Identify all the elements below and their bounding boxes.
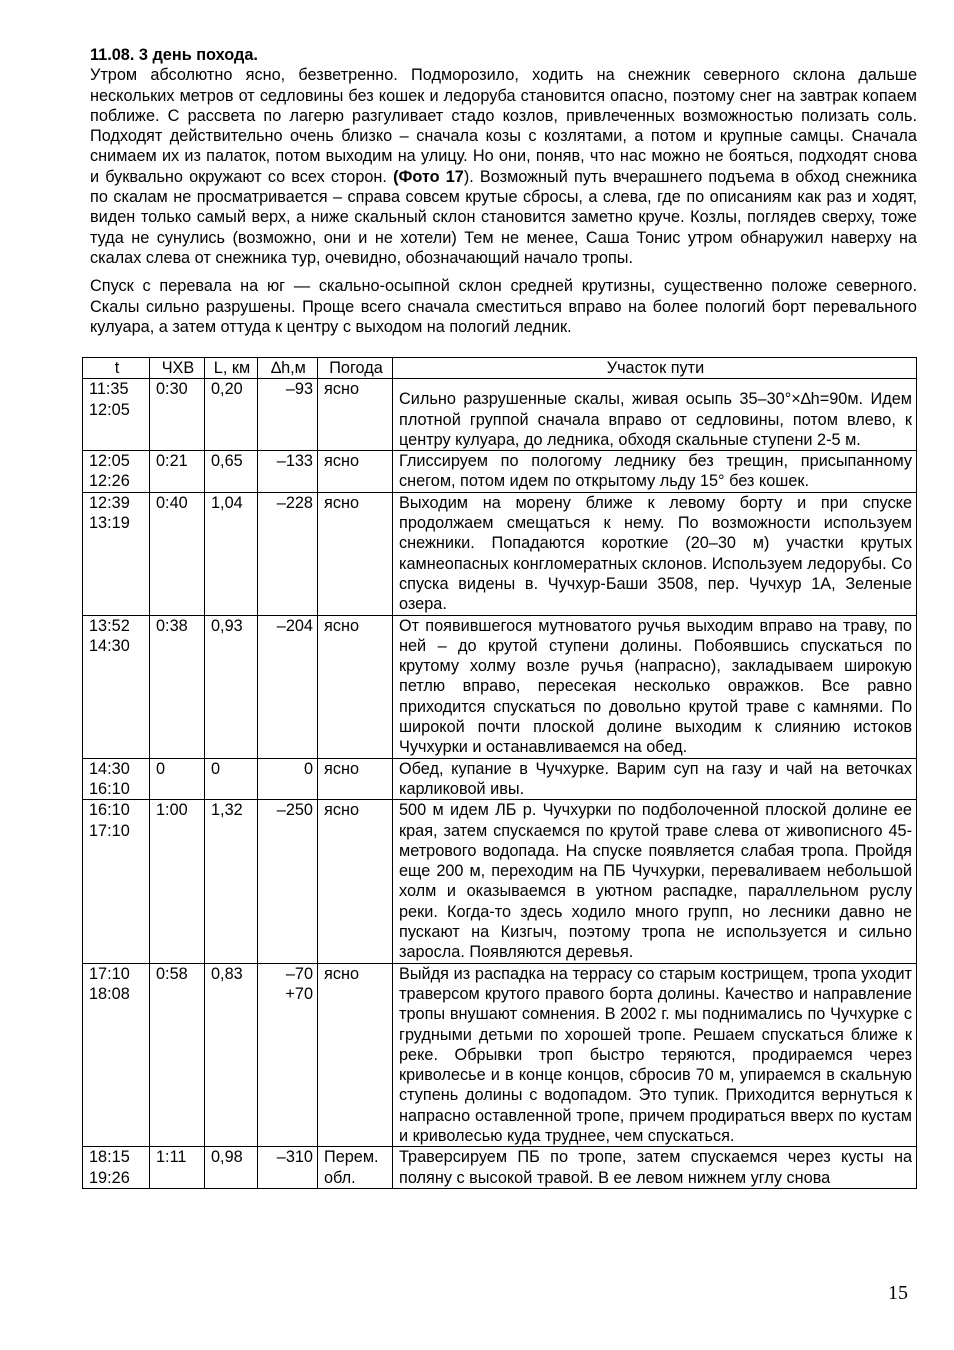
cell-distance — [205, 800, 258, 963]
cell-chv-value: 0:30 — [156, 380, 188, 399]
cell-distance — [205, 615, 258, 758]
cell-chv — [150, 1147, 205, 1189]
cell-distance-value: 0,98 — [211, 1148, 243, 1167]
cell-elevation — [258, 379, 318, 451]
cell-time-value: 19:26 — [89, 1168, 130, 1187]
cell-weather-value: ясно — [324, 964, 360, 983]
cell-weather-value: Перем. обл. — [324, 1148, 379, 1187]
table-header-row — [83, 358, 917, 379]
cell-time — [83, 615, 150, 758]
cell-weather-value: ясно — [324, 452, 360, 471]
cell-weather-value: ясно — [324, 616, 360, 635]
cell-segment-value: Выйдя из распадка на террасу со старым кострищем, тропа уходит траверсом крутого правого борта долины. Качество и направление тропы внушают сомнения. В 2002 г. мы поднимались по Чучхурке с грудными детьми по хорошей тропе. Решаем спускаться ближе к реке. Обрывки троп быстро теряются, продираемся через криволесье и в конце концов, сбросив 70 м, упираемся в скальную ступень долины с водопадом. Это тупик. Приходится вернуться к напрасно оставленной тропе, причем продираться вверх по кустам и криволесью куда труднее, чем спускаться. — [399, 964, 912, 1145]
cell-distance — [205, 451, 258, 493]
cell-time-value: 14:30 — [89, 759, 130, 778]
route-log-table — [82, 357, 917, 1189]
col-header-chv: ЧХВ — [150, 358, 205, 379]
cell-weather — [318, 758, 393, 800]
table-row — [83, 451, 917, 493]
col-header-time: t — [83, 358, 150, 379]
cell-time-value: 11:35 — [89, 380, 129, 399]
cell-chv — [150, 379, 205, 451]
table-row — [83, 963, 917, 1147]
table-row — [83, 615, 917, 758]
cell-time-value: 13:19 — [89, 514, 130, 533]
cell-weather — [318, 492, 393, 615]
col-header-segment: Участок пути — [393, 358, 917, 379]
cell-time-value: 16:10 — [89, 779, 130, 798]
cell-segment-value: Выходим на морену ближе к левому борту и при спуске продолжаем смещаться к нему. По возможности используем снежники. Попадаются короткие (20–30 м) участки крутых камнеопасных конгломератных склонов. Используем ледорубы. Со спуска видены в. Чучхур-Баши 3508, пер. Чучхур 1А, Зеленые озера. — [399, 493, 912, 614]
page-number: 15 — [888, 1282, 908, 1304]
photo-reference: (Фото 17 — [393, 167, 464, 186]
cell-segment-value: От появившегося мутноватого ручья выходим вправо на траву, по ней – до крутой ступени долины. Побоявшись спускаться по крутому холму возле ручья (напрасно), закладываем широкую петлю вправо, пересекая несколько овражков. Все равно приходится спускаться по довольно крутой траве с камнями. По широкой почти плоской долине выходим к слиянию истоков Чучхурки и останавливаемся на обед. — [399, 616, 912, 757]
table-row — [83, 758, 917, 800]
cell-distance — [205, 758, 258, 800]
cell-elevation-value: –133 — [276, 452, 313, 471]
cell-time — [83, 451, 150, 493]
cell-chv-value: 0 — [156, 759, 166, 778]
cell-distance-value: 0 — [211, 759, 221, 778]
cell-elevation-value: –204 — [276, 616, 313, 635]
col-header-weather: Погода — [318, 358, 393, 379]
cell-segment-value: Траверсируем ПБ по тропе, затем спускаемся через кусты на поляну с высокой травой. В ее левом нижнем углу снова — [399, 1148, 912, 1187]
cell-segment — [393, 963, 917, 1147]
cell-time-value: 17:10 — [89, 964, 130, 983]
cell-segment — [393, 451, 917, 493]
cell-time — [83, 1147, 150, 1189]
cell-time-value: 12:05 — [89, 400, 130, 419]
document-page — [90, 45, 917, 337]
cell-elevation — [258, 1147, 318, 1189]
cell-elevation-value: –93 — [285, 380, 313, 399]
cell-chv-value: 0:21 — [156, 452, 188, 471]
cell-weather-value: ясно — [324, 380, 360, 399]
table-row — [83, 800, 917, 963]
cell-segment-value: 500 м идем ЛБ р. Чучхурки по подболоченной плоской долине ее края, затем спускаемся по крутой траве слева от живописного 45-метрового водопада. На спуске появляется слабая тропа. Пройдя еще 200 м, переходим на ПБ Чучхурки, переваливаем небольшой холм и оказываемся в уютном распадке, параллельном руслу реки. Когда-то здесь ходило много групп, но лесники давно не пускают на Кизгыч, поэтому тропа не используется и сильно заросла. Появляются деревья. — [399, 801, 912, 962]
cell-elevation — [258, 615, 318, 758]
cell-weather — [318, 800, 393, 963]
cell-segment-value: Глиссируем по пологому леднику без трещин, присыпанному снегом, потом идем по открытому льду 15° без кошек. — [399, 452, 912, 491]
cell-distance — [205, 379, 258, 451]
cell-distance — [205, 492, 258, 615]
cell-segment — [393, 492, 917, 615]
cell-time-value: 17:10 — [89, 821, 130, 840]
cell-segment — [393, 379, 917, 451]
cell-chv-value: 1:11 — [156, 1148, 187, 1167]
cell-segment-value: Сильно разрушенные скалы, живая осыпь 35–30°×∆h=90м. Идем плотной группой сначала вправо от седловины, потом влево, к центру кулуара, до ледника, обходя скальные ступени 2-5 м. — [399, 390, 912, 449]
diary-paragraph-1 — [90, 45, 917, 268]
cell-time — [83, 963, 150, 1147]
cell-elevation-value: 0 — [303, 759, 313, 778]
cell-distance-value: 0,65 — [211, 452, 243, 471]
cell-elevation — [258, 451, 318, 493]
col-header-distance: L, км — [205, 358, 258, 379]
cell-chv-value: 0:38 — [156, 616, 188, 635]
cell-weather — [318, 451, 393, 493]
cell-segment — [393, 758, 917, 800]
cell-elevation-value: –228 — [276, 493, 313, 512]
cell-elevation-value: +70 — [285, 984, 313, 1003]
cell-weather — [318, 615, 393, 758]
cell-weather-value: ясно — [324, 493, 360, 512]
cell-distance — [205, 1147, 258, 1189]
cell-segment — [393, 615, 917, 758]
cell-weather — [318, 1147, 393, 1189]
cell-weather-value: ясно — [324, 759, 360, 778]
cell-elevation-value: –310 — [276, 1148, 313, 1167]
table-row — [83, 1147, 917, 1189]
cell-segment — [393, 1147, 917, 1189]
cell-time-value: 16:10 — [89, 801, 130, 820]
cell-time-value: 18:08 — [89, 984, 130, 1003]
cell-time-value: 12:05 — [89, 452, 130, 471]
table-row — [83, 379, 917, 451]
cell-chv-value: 0:58 — [156, 964, 188, 983]
cell-chv-value: 0:40 — [156, 493, 188, 512]
cell-elevation — [258, 758, 318, 800]
cell-time-value: 12:39 — [89, 493, 130, 512]
diary-paragraph-2: Спуск с перевала на юг — скально-осыпной склон средней крутизны, существенно положе северного. Скалы сильно разрушены. Проще всего сначала сместиться вправо на более пологий борт перевального кулуара, а затем оттуда к центру с выходом на пологий ледник. — [90, 277, 917, 336]
cell-distance-value: 0,20 — [211, 380, 243, 399]
table-row — [83, 492, 917, 615]
cell-segment — [393, 800, 917, 963]
cell-chv — [150, 492, 205, 615]
cell-distance — [205, 963, 258, 1147]
cell-time-value: 14:30 — [89, 636, 130, 655]
cell-distance-value: 1,04 — [211, 493, 243, 512]
cell-time — [83, 800, 150, 963]
cell-time-value: 12:26 — [89, 472, 130, 491]
cell-chv — [150, 963, 205, 1147]
cell-chv — [150, 758, 205, 800]
col-header-elevation: ∆h,м — [258, 358, 318, 379]
paragraph-1-text: Утром абсолютно ясно, безветренно. Подморозило, ходить на снежник северного склона дальше нескольких метров от седловины без кошек и ледоруба становится опасно, поэтому снег на завтрак копаем поближе. С рассвета по лагерю разгуливает стадо козлов, привлеченных возможностью полизать соль. Подходят действительно очень близко – сначала козы с козлятами, а потом и крупные самцы. Сначала снимаем их из палаток, потом выходим на улицу. Но они, поняв, что нас можно не бояться, подходят снова и буквально окружают со всех сторон. — [90, 66, 917, 186]
cell-segment-value: Обед, купание в Чучхурке. Варим суп на газу и чай на веточках карликовой ивы. — [399, 759, 912, 798]
cell-time-value: 18:15 — [89, 1148, 130, 1167]
paragraph-1-text-cont: ). Возможный путь вчерашнего подъема в обход снежника по скалам не просматривается – справа совсем крутые сбросы, а слева, где по описаниям как раз и ходят, виден только самый верх, а ниже скальный склон становится заметно круче. Козлы, поглядев сверху, тоже туда не сунулись (возможно, они и не хотели) Тем не менее, Саша Тонис утром обнаружил наверху на скалах слева от снежника тур, очевидно, обозначающий начало тропы. — [90, 167, 917, 267]
cell-chv-value: 1:00 — [156, 801, 188, 820]
cell-time — [83, 492, 150, 615]
cell-chv — [150, 615, 205, 758]
day-heading: 11.08. 3 день похода. — [90, 46, 258, 64]
cell-distance-value: 1,32 — [211, 801, 243, 820]
table-body — [83, 379, 917, 1189]
cell-time — [83, 758, 150, 800]
cell-elevation — [258, 492, 318, 615]
cell-distance-value: 0,83 — [211, 964, 243, 983]
cell-distance-value: 0,93 — [211, 616, 243, 635]
cell-elevation — [258, 800, 318, 963]
cell-time-value: 13:52 — [89, 616, 130, 635]
cell-chv — [150, 800, 205, 963]
cell-elevation-value: –70 — [285, 964, 313, 983]
cell-weather — [318, 379, 393, 451]
cell-elevation — [258, 963, 318, 1147]
cell-elevation-value: –250 — [276, 801, 313, 820]
cell-weather-value: ясно — [324, 801, 360, 820]
cell-time — [83, 379, 150, 451]
cell-weather — [318, 963, 393, 1147]
cell-chv — [150, 451, 205, 493]
